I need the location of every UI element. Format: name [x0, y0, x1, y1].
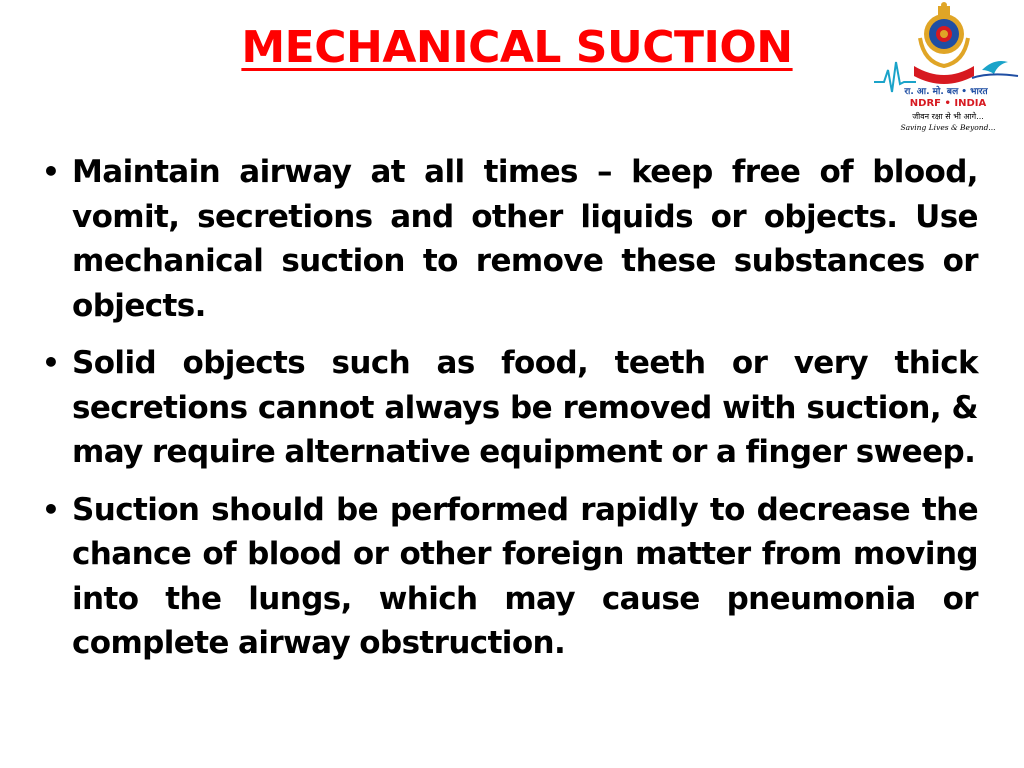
bullet-item [40, 150, 978, 328]
bullet-dot-icon: • [42, 492, 60, 526]
bullet-dot-icon: • [42, 155, 60, 188]
logo-hindi-name: रा. आ. मो. बल • भारत [904, 87, 988, 97]
bullet-text: Solid objects such as food, teeth or very thick secretions cannot always be removed with suction, & may require alternative equipment or a finger sweep. [72, 345, 978, 470]
bullet-item [40, 341, 978, 475]
bullet-dot-icon: • [42, 346, 60, 379]
logo-hindi-motto: जीवन रक्षा से भी आगे... [912, 112, 984, 121]
wave-icon [982, 61, 1008, 74]
bullet-text: Suction should be performed rapidly to decrease the chance of blood or other foreign matter from moving into the lungs, which may cause pneumonia or complete airway obstruction. [72, 491, 978, 661]
logo-org: NDRF • INDIA [909, 98, 987, 109]
bullet-item [40, 488, 978, 666]
bullet-text: Maintain airway at all times – keep free of blood, vomit, secretions and other liquids or objects. Use mechanical suction to remove these substances or objects. [72, 154, 978, 324]
slide-title: MECHANICAL SUCTION [241, 22, 793, 73]
bullet-list [40, 150, 978, 679]
ndrf-logo [870, 0, 1022, 136]
logo-motto: Saving Lives & Beyond... [900, 123, 996, 132]
ndrf-emblem-icon [914, 2, 974, 84]
